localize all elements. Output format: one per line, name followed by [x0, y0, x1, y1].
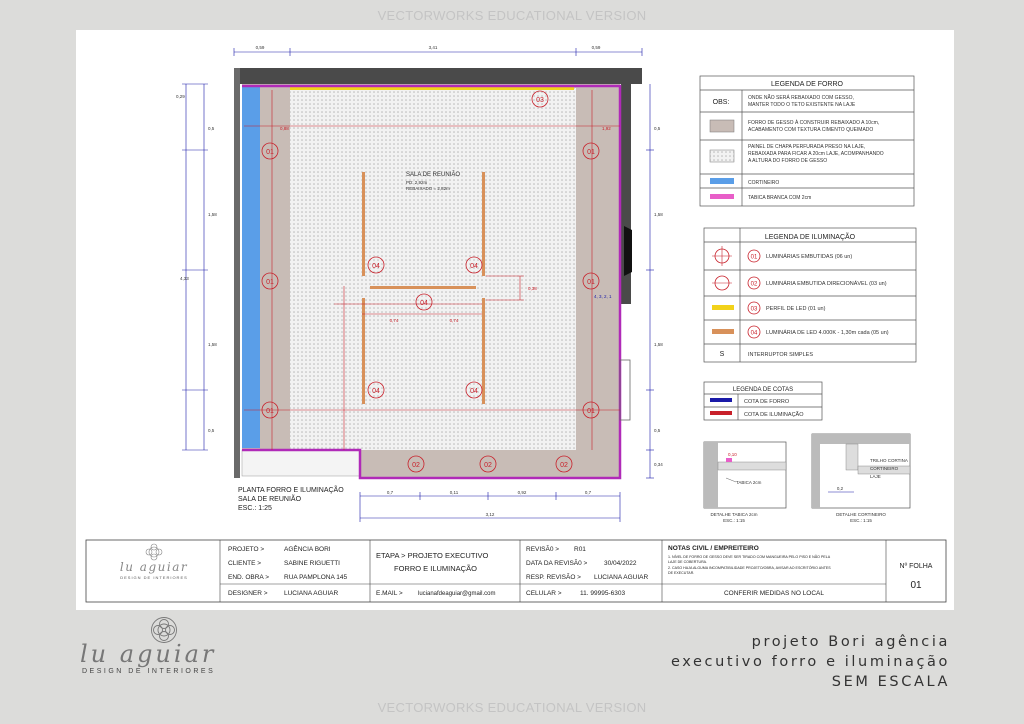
legend-ilum-code-02: 02: [750, 281, 758, 288]
fixture-02: 02: [560, 462, 568, 469]
right-dimensions: [646, 84, 654, 478]
designer-label: DESIGNER >: [228, 590, 268, 597]
cortineiro-caption-2: ESC.: 1:15: [850, 518, 872, 523]
floor-plan: [176, 45, 663, 522]
legend-iluminacao: [704, 228, 916, 362]
caption-line-3: SEM ESCALA: [831, 674, 950, 690]
fixture-01: 01: [587, 279, 595, 286]
right-door: [620, 360, 630, 420]
drawing-canvas: [76, 30, 954, 610]
dim-bottom-total: 3,12: [485, 512, 495, 517]
left-dimensions: [182, 84, 208, 450]
cortineiro-label-trilho: TRILHO CORTINA: [870, 458, 908, 463]
legend-ilum-title: LEGENDA DE ILUMINAÇÃO: [764, 234, 856, 241]
caption-line-2: executivo forro e iluminação: [671, 654, 950, 670]
swatch-gesso: [710, 120, 734, 132]
fixture-04: 04: [420, 300, 428, 307]
legend-forro-4: TABICA BRANCA COM 2cm: [748, 195, 812, 201]
legend-forro-title: LEGENDA DE FORRO: [771, 81, 843, 88]
conferir-medidas: CONFERIR MEDIDAS NO LOCAL: [723, 590, 825, 597]
fixture-04: 04: [372, 263, 380, 270]
cliente-value: SABINE RIGUETTI: [284, 560, 340, 567]
fixture-02: 02: [484, 462, 492, 469]
obra-value: RUA PAMPLONA 145: [284, 574, 348, 581]
cortineiro: [242, 86, 260, 448]
caption-line-1: projeto Bori agência: [751, 634, 950, 650]
data-revisao-value: 30/04/2022: [604, 560, 637, 567]
legend-cota-forro: COTA DE FORRO: [744, 399, 790, 405]
data-revisao-label: DATA DA REVISÃ0 >: [526, 560, 588, 567]
detail-tabica: [704, 442, 786, 523]
etapa-line-1: ETAPA > PROJETO EXECUTIVO: [376, 551, 489, 560]
legend-ilum-text-01: LUMINÁRIAS EMBUTIDAS (06 un): [766, 254, 853, 260]
dim-right-3: 1,58: [654, 342, 663, 347]
legend-forro-1-b: ACABAMENTO COM TEXTURA CIMENTO QUEIMADO: [748, 127, 874, 133]
swatch-cortineiro: [710, 178, 734, 184]
resp-revisao-label: RESP. REVISÃO >: [526, 574, 581, 581]
dim-left-3: 1,58: [208, 212, 217, 217]
email-value: lucianafdeaguiar@gmail.com: [418, 591, 496, 597]
legend-forro-1-a: FORRO DE GESSO À CONSTRUIR REBAIXADO A 10cm,: [748, 120, 880, 126]
symbol-luminaria-led: [712, 329, 734, 334]
notas-title: NOTAS CIVIL / EMPREITEIRO: [668, 545, 759, 552]
swatch-cota-forro: [710, 398, 732, 402]
legend-forro-obs-label: OBS:: [712, 99, 730, 106]
swatch-tabica: [710, 194, 734, 199]
tabica-dim: 0,10: [728, 452, 737, 457]
obra-label: END. OBRA >: [228, 574, 269, 581]
fixture-03: 03: [536, 97, 544, 104]
fixture-04: 04: [470, 388, 478, 395]
dim-left-6: 0,5: [208, 428, 215, 433]
led-bar: [482, 298, 485, 404]
legend-ilum-text-s: INTERRUPTOR SIMPLES: [748, 352, 813, 358]
legend-ilum-code-03: 03: [750, 306, 758, 313]
legend-cotas: [704, 382, 822, 420]
room-pd: PD: 2,92m: [406, 180, 428, 185]
dim-top-3: 0,59: [591, 45, 601, 50]
tabica-caption-2: ESC.: 1:15: [723, 518, 745, 523]
legend-ilum-text-04: LUMINÁRIA DE LED 4.000K - 1,30m cada (05 un): [766, 330, 889, 336]
room-rebaixado: REBAIXADO = 2,82m: [406, 186, 450, 191]
fixture-01: 01: [266, 279, 274, 286]
dim-inner-3: 0,38: [528, 286, 537, 291]
dim-left-2: 0,5: [208, 126, 215, 131]
legend-forro-3: CORTINEIRO: [748, 180, 780, 186]
plan-scale: ESC.: 1:25: [238, 505, 272, 512]
revisao-value: R01: [574, 546, 586, 553]
dim-right-4: 0,5: [654, 428, 661, 433]
dim-bottom-1: 0,7: [386, 490, 394, 495]
legend-forro-obs-1: ONDE NÃO SERÁ REBAIXADO COM GESSO,: [748, 95, 854, 101]
swatch-perfurada: [710, 150, 734, 162]
legend-ilum-text-02: LUMINÁRIA EMBUTIDA DIRECIONÁVEL (03 un): [766, 281, 887, 287]
nota-2a: 2. CASO HAJA ALGUMA INCOMPATIBILIDADE PROJETO/OBRA, AVISAR AO ESCRITÓRIO ANTES: [668, 566, 831, 570]
dim-top-1: 0,59: [255, 45, 265, 50]
bottom-dimensions: [360, 492, 620, 522]
dim-bottom-4: 0,7: [584, 490, 592, 495]
top-wall: [234, 68, 642, 84]
room-name: SALA DE REUNIÃO: [406, 172, 461, 178]
tabica-label: TABICA 2cm: [736, 480, 762, 485]
legend-ilum-code-s: S: [719, 351, 725, 358]
fixture-01: 01: [587, 149, 595, 156]
right-window: [624, 226, 632, 276]
dim-inner-5: 1,92: [602, 126, 611, 131]
title-block: [86, 540, 946, 602]
led-bar: [482, 172, 485, 276]
drawing-sheet: [76, 30, 954, 610]
cortineiro-label-cortineiro: CORTINEIRO: [870, 466, 899, 471]
watermark-bottom: VECTORWORKS EDUCATIONAL VERSION: [377, 700, 647, 715]
top-dimensions: [234, 48, 642, 56]
floor-hatch: [242, 450, 360, 476]
dim-right-5: 0,34: [654, 462, 663, 467]
fixture-01: 01: [266, 149, 274, 156]
cliente-label: CLIENTE >: [228, 560, 262, 567]
cortineiro-caption-1: DETALHE CORTINEIRO: [836, 512, 886, 517]
resp-revisao-value: LUCIANA AGUIAR: [594, 574, 649, 581]
fixture-02: 02: [412, 462, 420, 469]
nota-1a: 1. NÍVEL DE FORRO DE GESSO DEVE SER TIRADO COM MANGUEIRA PELO PISO E NÃO PELA: [668, 555, 831, 559]
dim-bottom-2: 0,11: [449, 490, 459, 495]
nota-1b: LAJE DE COBERTURA.: [668, 560, 708, 564]
perforated-panel: [290, 88, 576, 450]
legend-forro-2-a: PAINEL DE CHAPA PERFURADA PRESO NA LAJE,: [748, 144, 866, 150]
dim-side-note: 4, 3, 2, 1: [594, 294, 612, 299]
celular-label: CELULAR >: [526, 590, 562, 597]
cortineiro-dim: 0,2: [836, 486, 844, 491]
footer-logo: [80, 616, 250, 686]
led-bar: [362, 172, 365, 276]
fixture-04: 04: [372, 388, 380, 395]
legend-forro-obs-2: MANTER TODO O TETO EXISTENTE NA LAJE: [748, 102, 856, 108]
led-bar: [370, 286, 476, 289]
folha-label: Nº FOLHA: [899, 563, 933, 570]
dim-top-2: 3,41: [428, 45, 438, 50]
dim-inner-2: 0,74: [449, 318, 459, 323]
dim-inner-4: 0,88: [280, 126, 289, 131]
fixture-01: 01: [587, 408, 595, 415]
revisao-label: REVISÃ0 >: [526, 546, 560, 553]
legend-forro-2-c: A ALTURA DO FORRO DE GESSO: [748, 158, 828, 164]
legend-cota-ilum: COTA DE ILUMINAÇÃO: [744, 412, 804, 418]
legend-forro: [700, 76, 914, 206]
watermark-top: VECTORWORKS EDUCATIONAL VERSION: [377, 8, 647, 23]
etapa-line-2: FORRO E ILUMINAÇÃO: [394, 564, 477, 573]
detail-cortineiro: [812, 434, 910, 523]
nota-2b: DE EXECUTAR.: [668, 571, 695, 575]
tabica-caption-1: DETALHE TABICA 2cm: [710, 512, 758, 517]
dim-left-1: 0,29: [176, 94, 185, 99]
legend-ilum-code-01: 01: [750, 254, 758, 261]
dim-right-1: 0,5: [654, 126, 661, 131]
block-logo-script: lu aguiar: [119, 560, 189, 574]
plan-title: PLANTA FORRO E ILUMINAÇÃO: [238, 487, 344, 494]
cortineiro-label-laje: LAJE: [870, 474, 881, 479]
project-caption: [671, 632, 950, 692]
email-label: E.MAIL >: [376, 590, 403, 597]
legend-cotas-title: LEGENDA DE COTAS: [732, 387, 794, 393]
fixture-04: 04: [470, 263, 478, 270]
swatch-cota-ilum: [710, 411, 732, 415]
dim-left-5: 1,58: [208, 342, 217, 347]
projeto-value: AGÊNCIA BORI: [284, 546, 331, 553]
dim-bottom-3: 0,92: [517, 490, 527, 495]
footer-logo-sub: DESIGN DE INTERIORES: [82, 668, 216, 675]
block-logo-sub: DESIGN DE INTERIORES: [120, 575, 188, 580]
dim-left-4: 4,33: [180, 276, 189, 281]
footer-logo-script: lu aguiar: [80, 640, 217, 668]
fixture-01: 01: [266, 408, 274, 415]
projeto-label: PROJETO >: [228, 546, 265, 553]
designer-value: LUCIANA AGUIAR: [284, 590, 339, 597]
dim-inner-1: 0,74: [389, 318, 399, 323]
left-wall: [234, 68, 240, 478]
legend-forro-2-b: REBAIXADA PARA FICAR A 20cm LAJE, ACOMPANHANDO: [748, 151, 884, 157]
folha-value: 01: [910, 580, 922, 591]
plan-subtitle: SALA DE REUNIÃO: [238, 496, 302, 503]
legend-ilum-code-04: 04: [750, 330, 758, 337]
legend-ilum-text-03: PERFIL DE LED (01 un): [766, 306, 826, 312]
dim-right-2: 1,58: [654, 212, 663, 217]
symbol-perfil-led: [712, 305, 734, 310]
celular-value: 11. 99995-6303: [580, 590, 626, 597]
